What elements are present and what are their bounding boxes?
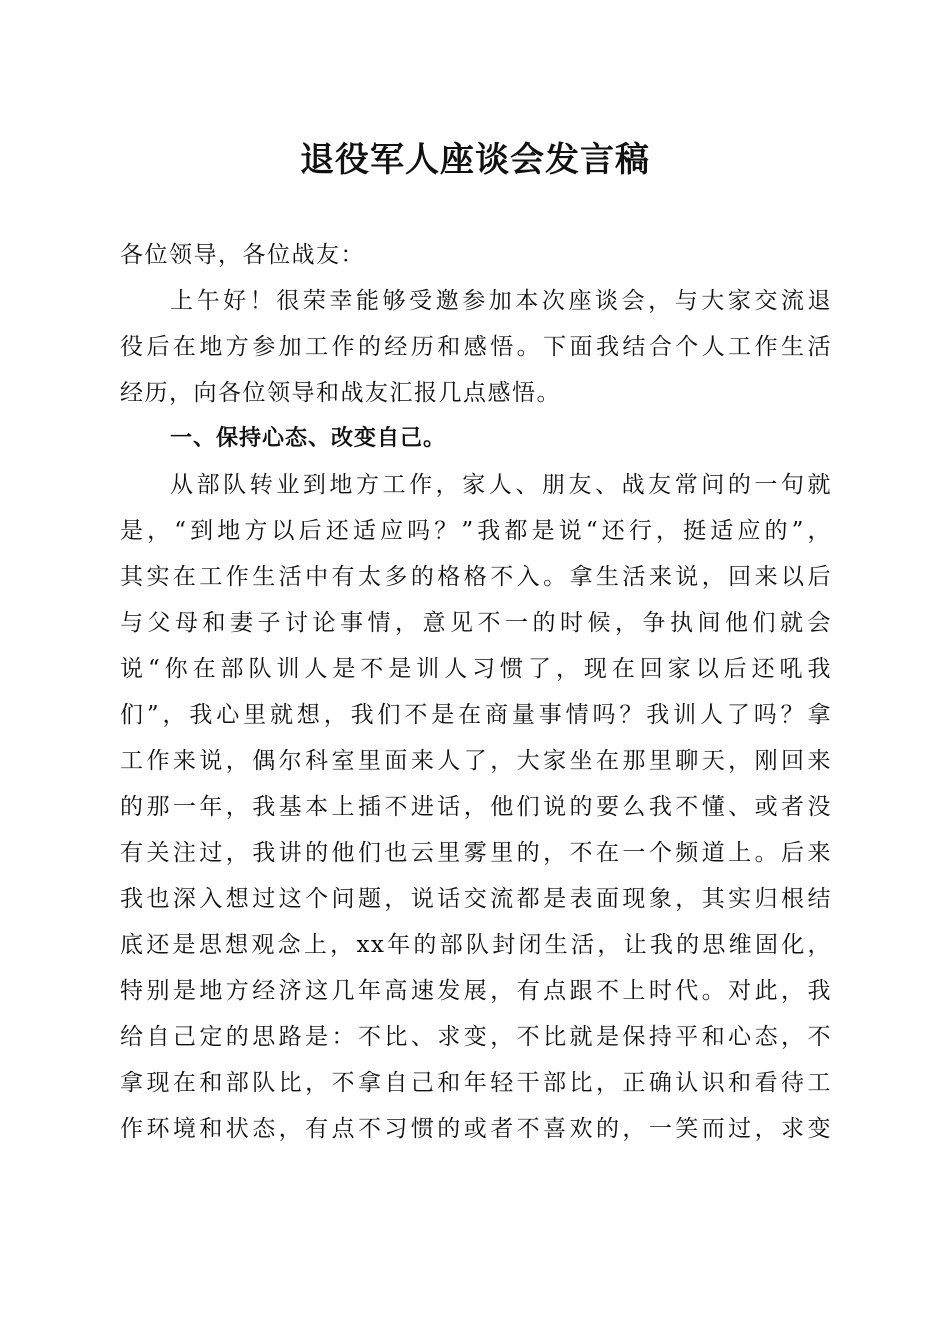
paragraph-line: 的那一年，我基本上插不进话，他们说的要么我不懂、或者没 [120,794,832,820]
paragraph-line: 役后在地方参加工作的经历和感悟。下面我结合个人工作生活 [120,334,832,360]
paragraph-line: 们”，我心里就想，我们不是在商量事情吗？我训人了吗？拿 [120,702,832,728]
paragraph-line: 特别是地方经济这几年高速发展，有点跟不上时代。对此，我 [120,978,832,1004]
paragraph-line: 与父母和妻子讨论事情，意见不一的时候，争执间他们就会 [120,610,832,636]
paragraph-intro [120,278,832,416]
paragraph-line: 有关注过，我讲的他们也云里雾里的，不在一个频道上。后来 [120,840,832,866]
paragraph-line: 作环境和状态，有点不习惯的或者不喜欢的，一笑而过，求变 [120,1116,832,1142]
document-title: 退役军人座谈会发言稿 [300,140,650,180]
paragraph-line: 给自己定的思路是：不比、求变，不比就是保持平和心态，不 [120,1024,832,1050]
paragraph-line: 说“你在部队训人是不是训人习惯了，现在回家以后还吼我 [120,656,832,682]
paragraph-line: 拿现在和部队比，不拿自己和年轻干部比，正确认识和看待工 [120,1070,832,1096]
paragraph-line: 从部队转业到地方工作，家人、朋友、战友常问的一句就 [170,472,832,498]
paragraph-line: 是，“到地方以后还适应吗？”我都是说“还行，挺适应的”， [120,518,832,544]
document-body [120,232,832,1152]
paragraph-line: 底还是思想观念上，xx年的部队封闭生活，让我的思维固化， [120,932,832,958]
paragraph-line: 工作来说，偶尔科室里面来人了，大家坐在那里聊天，刚回来 [120,748,832,774]
section-heading-1: 一、保持心态、改变自己。 [170,426,447,451]
paragraph-line: 我也深入想过这个问题，说话交流都是表面现象，其实归根结 [120,886,832,912]
paragraph-line: 上午好！很荣幸能够受邀参加本次座谈会，与大家交流退 [170,288,832,314]
salutation: 各位领导，各位战友： [120,242,365,268]
paragraph-line: 其实在工作生活中有太多的格格不入。拿生活来说，回来以后 [120,564,832,590]
paragraph-section-1 [120,462,832,1152]
paragraph-line: 经历，向各位领导和战友汇报几点感悟。 [120,380,561,406]
